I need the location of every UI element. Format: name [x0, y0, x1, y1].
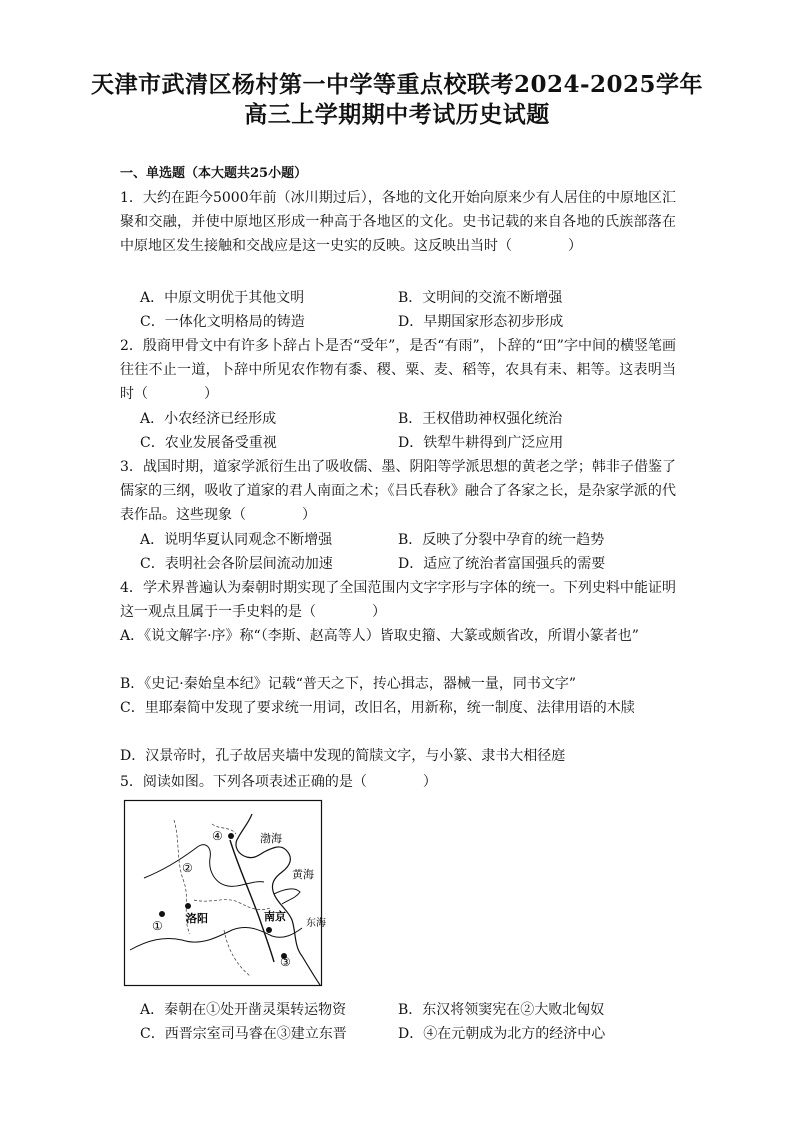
map-label-donghai: 东海 [306, 918, 326, 929]
q3-option-a: A．说明华夏认同观念不断增强 [140, 532, 333, 548]
q4-option-b: B．《史记·秦始皇本纪》记载“普天之下，抟心揖志，器械一量，同书文字” [120, 676, 577, 692]
map-label-nanjing: 南京 [264, 910, 286, 923]
q4-option-c: C．里耶秦简中发现了要求统一用词，改旧名，用新称，统一制度、法律用语的木牍 [120, 700, 635, 716]
map-marker-1: ① [152, 919, 163, 933]
q1-option-b: B．文明间的交流不断增强 [398, 290, 563, 306]
q1-option-c: C．一体化文明格局的铸造 [140, 314, 305, 330]
doc-title-line2: 高三上学期期中考试历史试题 [244, 101, 550, 128]
q3-option-d: D．适应了统治者富国强兵的需要 [398, 556, 606, 572]
q5-option-a: A．秦朝在①处开凿灵渠转运物资 [140, 1002, 347, 1018]
map-marker-4: ④ [212, 829, 223, 843]
q5-stem: 5．阅读如图。下列各项表述正确的是（ ） [120, 774, 437, 790]
map-marker-2: ② [182, 861, 193, 875]
q5-option-b: B．东汉将领窦宪在②大败北匈奴 [398, 1002, 605, 1018]
q4-option-d: D．汉景帝时，孔子故居夹墙中发现的简牍文字，与小篆、隶书大相径庭 [120, 748, 566, 764]
section-heading: 一、单选题（本大题共25小题） [120, 166, 308, 181]
q3-option-b: B．反映了分裂中孕育的统一趋势 [398, 532, 605, 548]
q1-stem: 1．大约在距今5000年前（冰川期过后），各地的文化开始向原来少有人居住的中原地区汇聚和交融，并使中原地区形成一种高于各地区的文化。史书记载的来自各地的氏族部落在中原地区发生接触和交战应是这一史实的反映。这反映出当时（ ） [120, 190, 676, 254]
q4-stem: 4．学术界普遍认为秦朝时期实现了全国范围内文字字形与字体的统一。下列史料中能证明这一观点且属于一手史料的是（ ） [120, 580, 676, 620]
doc-title-line1: 天津市武清区杨村第一中学等重点校联考2024-2025学年 [90, 71, 704, 98]
q5-option-d: D．④在元朝成为北方的经济中心 [398, 1026, 606, 1042]
q3-stem: 3．战国时期，道家学派衍生出了吸收儒、墨、阴阳等学派思想的黄老之学；韩非子借鉴了儒家的三纲，吸收了道家的君人南面之术；《吕氏春秋》融合了各家之长，是杂家学派的代表作品。这些现象（ ） [120, 459, 676, 523]
q5-option-c: C．西晋宗室司马睿在③建立东晋 [140, 1026, 347, 1042]
map-label-bohai: 渤海 [260, 832, 282, 845]
q1-option-d: D．早期国家形态初步形成 [398, 314, 564, 330]
historical-map [124, 800, 326, 986]
map-marker-3: ③ [280, 955, 291, 969]
map-label-huanghai: 黄海 [292, 868, 314, 881]
q2-stem: 2．殷商甲骨文中有许多卜辞占卜是否“受年”，是否“有雨”，卜辞的“田”字中间的横竖笔画往往不止一道，卜辞中所见农作物有黍、稷、粟、麦、稻等，农具有耒、耜等。这表明当时（ ） [120, 338, 676, 402]
q2-option-b: B．王权借助神权强化统治 [398, 411, 563, 427]
q3-option-c: C．表明社会各阶层间流动加速 [140, 556, 333, 572]
map-label-luoyang: 洛阳 [186, 912, 208, 925]
q1-option-a: A．中原文明优于其他文明 [140, 290, 305, 306]
q2-option-d: D．铁犁牛耕得到广泛应用 [398, 435, 564, 451]
q2-option-c: C．农业发展备受重视 [140, 435, 277, 451]
q2-option-a: A．小农经济已经形成 [140, 411, 277, 427]
q4-option-a: A．《说文解字·序》称“（李斯、赵高等人）皆取史籀、大篆或颇省改，所谓小篆者也” [120, 628, 639, 644]
